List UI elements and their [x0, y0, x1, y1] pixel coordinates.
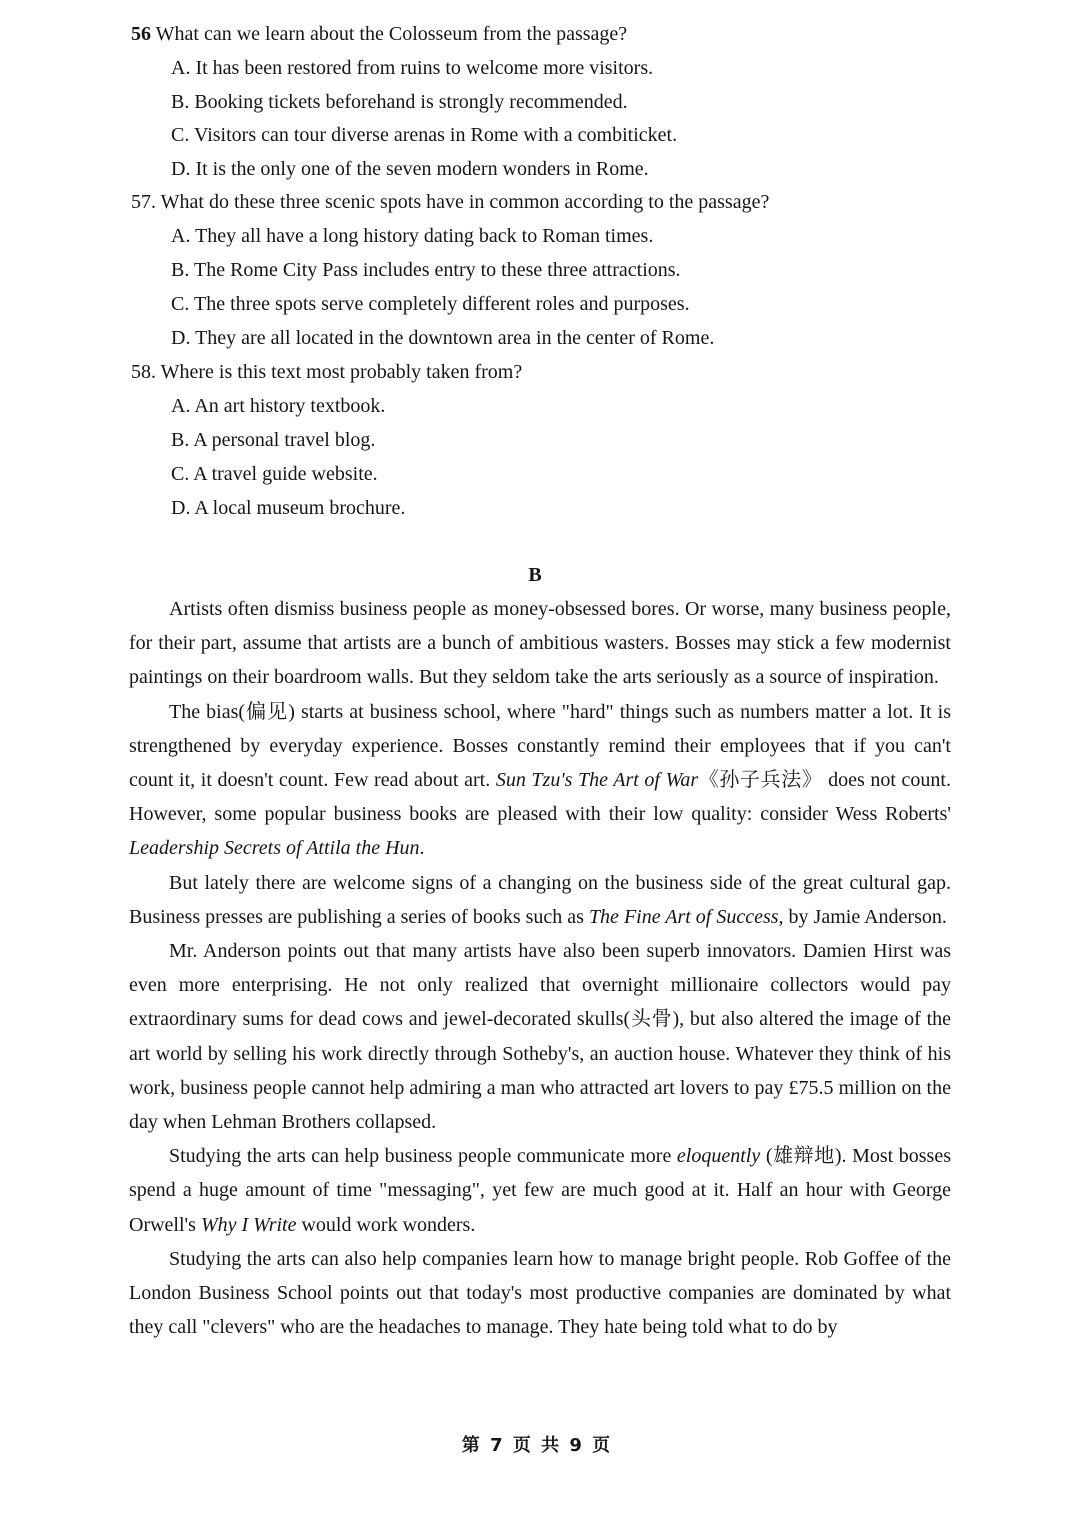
question-57-option-b: B. The Rome City Pass includes entry to these three attractions. — [171, 259, 681, 281]
question-57-stem — [131, 190, 769, 214]
page-number-footer: 第 7 页 共 9 页 — [461, 1435, 613, 1456]
question-text: Where is this text most probably taken from? — [160, 361, 523, 383]
question-57-option-d: D. They are all located in the downtown area in the center of Rome. — [171, 327, 715, 349]
question-56-option-a: A. It has been restored from ruins to welcome more visitors. — [171, 57, 654, 79]
passage-paragraph-2: The bias(偏见) starts at business school, where "hard" things such as numbers matter a lot. It is strengthened by everyday experience. Bosses constantly remind their employees that if you can't count it, it doesn't count. Few read about art. Sun Tzu's The Art of War《孙子兵法》 does not count. However, some popular business books are pleased with their low quality: consider Wess Roberts' Leadership Secrets of Attila the Hun. — [129, 700, 951, 860]
question-58-option-b: B. A personal travel blog. — [171, 429, 376, 451]
section-title: B — [528, 564, 542, 586]
question-58-option-c: C. A travel guide website. — [171, 463, 378, 485]
question-number: 58. — [131, 361, 156, 383]
passage-paragraph-3: But lately there are welcome signs of a changing on the business side of the great cultural gap. Business presses are publishing a series of books such as The Fine Art of Success, by Jamie Anderson. — [129, 871, 951, 928]
book-title: Sun Tzu's The Art of War — [495, 769, 699, 792]
question-text: What do these three scenic spots have in common according to the passage? — [160, 191, 770, 213]
passage-paragraph-4: Mr. Anderson points out that many artists have also been superb innovators. Damien Hirst was even more enterprising. He not only realized that overnight millionaire collectors would pay extraordinary sums for dead cows and jewel-decorated skulls(头骨), but also altered the image of the art world by selling his work directly through Sotheby's, an auction house. Whatever they think of his work, business people cannot help admiring a man who attracted art lovers to pay £75.5 million on the day when Lehman Brothers collapsed. — [129, 940, 951, 1134]
question-57-option-c: C. The three spots serve completely different roles and purposes. — [171, 293, 690, 315]
question-56-option-b: B. Booking tickets beforehand is strongly recommended. — [171, 91, 628, 113]
question-number: 57. — [131, 191, 156, 213]
question-58-option-a: A. An art history textbook. — [171, 395, 386, 417]
question-text: What can we learn about the Colosseum from the passage? — [155, 23, 628, 45]
question-56-stem — [131, 22, 627, 46]
passage-paragraph-6: Studying the arts can also help companies learn how to manage bright people. Rob Goffee of the London Business School points out that today's most productive companies are dominated by what they call "clevers" who are the headaches to manage. They hate being told what to do by — [129, 1247, 951, 1339]
question-number: 56 — [131, 23, 151, 45]
reading-passage — [129, 592, 951, 1344]
book-title: The Fine Art of Success, — [588, 905, 784, 928]
question-58-stem — [131, 360, 522, 384]
question-56-option-d: D. It is the only one of the seven modern wonders in Rome. — [171, 158, 649, 180]
vocabulary-word: eloquently — [676, 1145, 761, 1168]
question-57-option-a: A. They all have a long history dating back to Roman times. — [171, 225, 654, 247]
question-58-option-d: D. A local museum brochure. — [171, 497, 406, 519]
passage-paragraph-5: Studying the arts can help business people communicate more eloquently (雄辩地). Most bosses spend a huge amount of time "messaging", yet few are much good at it. Half an hour with George Orwell's Why I Write would work wonders. — [129, 1145, 951, 1236]
passage-paragraph-1: Artists often dismiss business people as money-obsessed bores. Or worse, many business people, for their part, assume that artists are a bunch of ambitious wasters. Bosses may stick a few modernist paintings on their boardroom walls. But they seldom take the arts seriously as a source of inspiration. — [129, 598, 951, 689]
question-56-option-c: C. Visitors can tour diverse arenas in Rome with a combiticket. — [171, 124, 678, 146]
book-title: Why I Write — [200, 1213, 297, 1236]
book-title: Leadership Secrets of Attila the Hun — [129, 837, 420, 860]
